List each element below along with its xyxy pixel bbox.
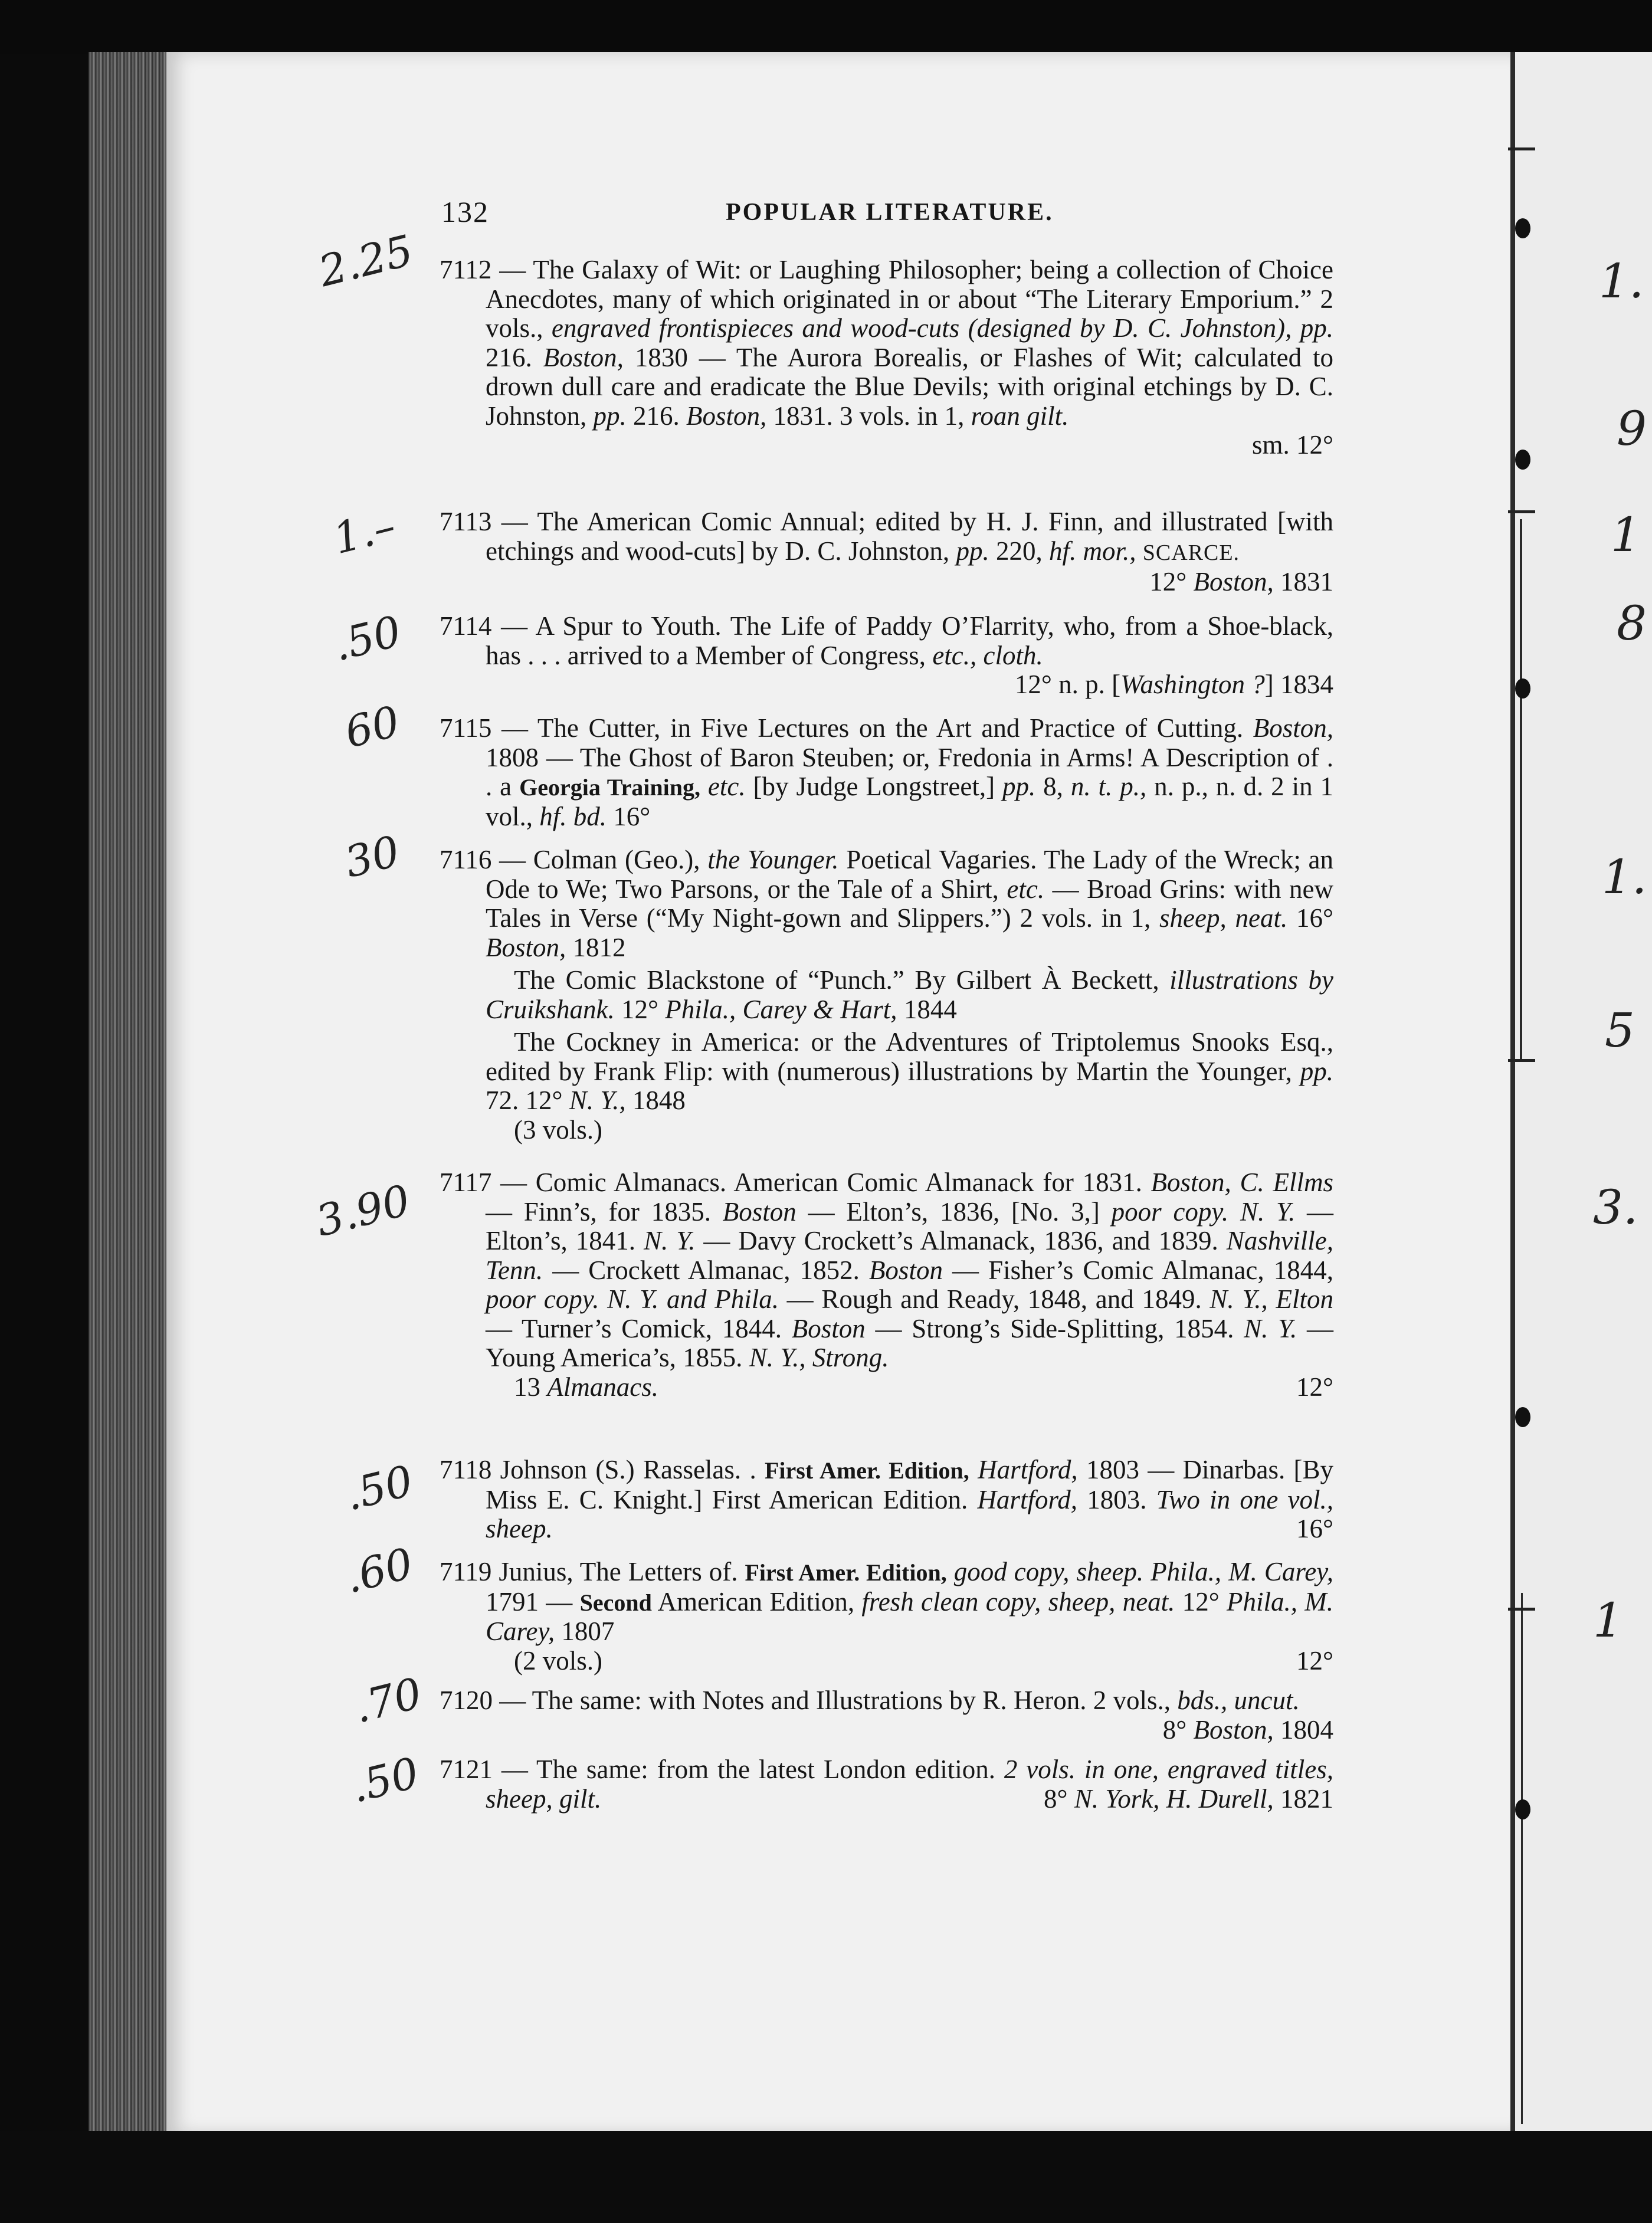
entry-text: 1808 — The Ghost of Baron Steuben; or, Fredonia in Arms! A Description of . . a [486,742,1333,801]
handwritten-price: .50 [328,606,406,671]
entry-italic-text: pp. [956,536,989,566]
entry-italic-text: Boston, [1193,567,1274,596]
facing-page-tick [1508,147,1535,150]
book-gutter [1510,52,1515,2140]
entry-text: — Fisher’s Comic Almanac, 1844, [942,1255,1333,1285]
book-page-edges [88,52,171,2140]
facing-page-handwriting: 5 [1605,1003,1635,1058]
entry-text: 1848 [625,1086,686,1115]
entry-format: sm. 12° [1251,430,1333,460]
scan-top-border [0,0,1652,54]
entry-text: The Comic Blackstone of “Punch.” By Gilbert À Beckett, [514,965,1170,995]
entry-italic-text: Two in one vol., sheep. [486,1484,1333,1543]
entry-italic-text: Almanacs. [547,1372,658,1402]
entry-text: — Young America’s, 1855. [486,1313,1334,1372]
entry-italic-text: N. Y., Elton [1210,1284,1334,1314]
entry-text: — Crockett Almanac, 1852. [543,1255,869,1285]
entry-text: 12° n. p. [ [1014,670,1121,699]
scan-bottom-border [0,2131,1652,2223]
entry-italic-text: N. Y., Strong. [749,1343,889,1372]
entry-text: 7118 Johnson (S.) Rasselas. . [440,1455,765,1484]
entry-italic-text: the Younger. [707,845,839,874]
entry-italic-text: Boston [791,1313,866,1343]
entry-text: 1812 [566,932,626,962]
entry-italic-text: pp. [1002,772,1036,801]
entry-text: 1831 [1273,567,1333,596]
entry-italic-text: Boston, [1193,1714,1274,1745]
entry-text: — Strong’s Side-Splitting, 1854. [865,1313,1244,1343]
entry-text: 13 [514,1372,548,1402]
entry-italic-text: roan gilt. [971,401,1069,431]
entry-italic-text: engraved frontispieces and wood-cuts (designed by D. C. Johnston), pp. [551,313,1333,343]
facing-page-dot [1515,218,1530,238]
facing-page-dot [1515,1799,1530,1819]
entry-italic-text: Boston [722,1196,796,1227]
entry-italic-text: illustrations by Cruikshank. [486,965,1333,1024]
entry-format: 12° [1296,1372,1333,1402]
entry-text: American Edition, [651,1586,862,1617]
entry-text: 1830 — The Aurora Borealis, or Flashes of Wit; calculated to drown dull care and eradicate the Blue Devils; with original etchings by D. C. Johnston, [486,342,1333,431]
catalog-entry-7115 [440,714,1333,831]
entry-text: 8° [1162,1714,1194,1745]
handwritten-price: 30 [340,826,405,887]
handwritten-price: 1.– [328,500,401,564]
entry-format: 16° [1296,1514,1333,1543]
almanac-count [486,1373,1333,1402]
entry-text: — Broad Grins: with new Tales in Verse (“My Night-gown and Slippers.”) 2 vols. in 1, [486,874,1334,933]
facing-page-dot [1515,678,1530,699]
entry-text: — Davy Crockett’s Almanack, 1836, and 1839. [695,1226,1227,1255]
entry-text: 1844 [897,994,957,1024]
entry-text: — Finn’s, for 1835. [486,1196,723,1227]
entry-text: 7112 — The Galaxy of Wit: or Laughing Philosopher; being a collection of Choice Anecdotes, many of which originated in or about “The Literary Emporium.” 2 vols., [440,255,1333,343]
handwritten-price: 3.90 [311,1175,415,1247]
catalog-entry-7118 [440,1455,1333,1544]
entry-text: 7120 — The same: with Notes and Illustrations by R. Heron. 2 vols., [440,1686,1178,1715]
entry-text: 7114 — A Spur to Youth. The Life of Paddy O’Flarrity, who, from a Shoe-black, has . . . arrived to a Member of Congress, [440,611,1333,670]
handwritten-price: 2.25 [314,225,418,297]
entry-italic-text: Boston [868,1255,943,1285]
entry-text: — Rough and Ready, 1848, and 1849. [778,1284,1210,1314]
facing-page-dot [1515,450,1530,470]
entry-text: 12° [1149,567,1194,596]
entry-italic-text: etc. [1007,874,1045,904]
entry-text: — Elton’s, 1836, [No. 3,] [796,1196,1112,1227]
entry-italic-text: Boston, [686,401,767,431]
entry-text: 7116 — Colman (Geo.), [440,845,708,874]
entry-bold-text: First Amer. Edition, [745,1559,947,1586]
volume-count-note [486,1647,1333,1676]
catalog-entry-7116 [440,845,1333,1145]
entry-text: 16° [1287,903,1333,933]
handwritten-price: .60 [340,1538,418,1603]
entry-text: 12° [614,994,666,1024]
sub-entry-cockney-in-america [486,1028,1333,1116]
entry-text: 1831. 3 vols. in 1, [766,401,971,431]
entry-text: 1804 [1273,1714,1333,1745]
facing-page-handwriting: 1. [1599,254,1644,309]
entry-italic-text: Washington ? [1120,670,1265,699]
entry-italic-text: Phila., M. Carey, [486,1586,1334,1646]
catalog-entry-7112 [440,255,1333,460]
catalog-entry-7121 [440,1755,1333,1814]
handwritten-price: 60 [340,696,405,758]
entry-italic-text: good copy, sheep. Phila., M. Carey, [946,1557,1333,1586]
entry-text: 12° [1175,1586,1227,1617]
catalog-entry-7120 [440,1686,1333,1745]
facing-page-handwriting: 9 [1617,401,1647,456]
facing-page-rule-upper [1520,519,1522,1062]
entry-italic-text: etc., cloth. [932,640,1043,670]
facing-page-handwriting: 8 [1617,596,1647,651]
entry-text: ] 1834 [1264,670,1333,699]
entry-italic-text: Hartford, [969,1455,1078,1484]
facing-page-handwriting: 1. [1602,850,1647,904]
entry-italic-text: n. t. p., [1070,772,1147,801]
handwritten-price: .50 [346,1747,424,1812]
entry-text: 1807 [555,1617,615,1646]
entry-bold-text: First Amer. Edition, [764,1457,969,1484]
entry-text: 7113 — The American Comic Annual; edited by H. J. Finn, and illustrated [with etchings and wood-cuts] by D. C. Johnston, [440,507,1333,566]
entry-bold-text: Georgia Training, [519,774,700,801]
entry-italic-text: N. York, H. Durell, [1074,1783,1274,1814]
entry-text: — Elton’s, 1841. [486,1196,1334,1255]
entry-italic-text: N. Y. [643,1226,696,1255]
page-number: 132 [441,195,489,228]
scan-bottom-border-right [1515,2131,1652,2223]
catalog-entry-7119 [440,1558,1333,1676]
volume-count-note: (3 vols.) [514,1114,602,1145]
entry-text: 16° [607,801,651,831]
entry-text: 1803. [1077,1484,1156,1514]
entry-italic-text: Nashville, Tenn. [486,1226,1333,1285]
entry-text: 1791 — [486,1586,580,1617]
entry-text: 7115 — The Cutter, in Five Lectures on the Art and Practice of Cutting. [440,713,1253,743]
entry-text: n. p., n. d. 2 in 1 vol., [486,772,1334,831]
entry-bold-text: Second [579,1589,652,1616]
entry-italic-text: Boston, [1253,713,1333,743]
facing-page-handwriting: 3. [1593,1180,1638,1235]
entry-text: 216. [626,401,687,431]
entry-text: The Cockney in America: or the Adventures of Triptolemus Snooks Esq., edited by Frank Flip: with (numerous) illustrations by Martin the Younger, [486,1027,1333,1086]
entry-italic-text: Boston, [486,932,566,962]
entry-text: 216. [486,342,543,372]
entry-text: (2 vols.) [514,1645,602,1676]
entry-italic-text: Hartford, [977,1484,1078,1514]
handwritten-price: .70 [349,1668,427,1733]
entry-italic-text: etc. [700,772,746,801]
facing-page-edge [1515,52,1652,2140]
scarce-label: SCARCE. [1142,540,1240,565]
catalog-entry-7113 [440,507,1333,597]
entry-italic-text: N. Y., [569,1086,626,1115]
entry-italic-text: hf. bd. [539,801,607,831]
facing-page-rule-lower [1521,1593,1523,2124]
entry-text: 220, [989,536,1049,566]
sub-entry-comic-blackstone [486,966,1333,1024]
entry-text: 1803 — Dinarbas. [By Miss E. C. Knight.] First American Edition. [486,1455,1334,1514]
facing-page-dot [1515,1407,1530,1427]
catalog-entry-7114 [440,612,1333,700]
facing-page-tick [1508,510,1535,513]
entry-text: 8° [1044,1783,1074,1814]
facing-page-tick [1508,1059,1535,1062]
entry-italic-text: sheep, neat. [1159,903,1288,933]
entry-italic-text: poor copy. N. Y. [1111,1196,1296,1227]
entry-text: [by Judge Longstreet,] [745,772,1002,801]
entry-format: 12° [1296,1645,1333,1676]
entry-text: 8, [1035,772,1071,801]
entry-text: 7121 — The same: from the latest London edition. [440,1755,1004,1784]
catalog-entry-7117 [440,1168,1333,1402]
entry-italic-text: hf. mor., [1048,536,1136,566]
entry-text: — Turner’s Comick, 1844. [486,1313,792,1343]
entry-italic-text: fresh clean copy, sheep, neat. [861,1586,1175,1617]
entry-text: Poetical Vagaries. The Lady of the Wreck; an Ode to We; Two Parsons, or the Tale of a Shirt, [486,845,1334,904]
entry-italic-text: bds., uncut. [1177,1686,1300,1715]
entry-text: 7119 Junius, The Letters of. [440,1557,745,1586]
handwritten-price: .50 [340,1455,418,1520]
entry-text: 7117 — Comic Almanacs. American Comic Almanack for 1831. [440,1168,1151,1197]
entry-italic-text: Phila., Carey & Hart, [665,994,897,1024]
entry-italic-text: N. Y. [1244,1313,1297,1343]
page-title: POPULAR LITERATURE. [726,199,1054,226]
entry-italic-text: Boston, C. Ellms [1150,1168,1333,1197]
entry-italic-text: Boston, [543,342,624,372]
entry-text: 1821 [1273,1783,1333,1814]
entry-italic-text: pp. [1300,1056,1333,1086]
entry-italic-text: 2 vols. in one, engraved titles, sheep, gilt. [486,1755,1334,1814]
entry-text: 72. 12° [486,1086,569,1115]
facing-page-handwriting: 1 [1611,507,1641,562]
facing-page-tick [1508,1608,1535,1611]
entry-italic-text: poor copy. N. Y. and Phila. [486,1284,779,1314]
entry-italic-text: pp. [593,401,627,431]
facing-page-handwriting: 1 [1593,1593,1623,1648]
